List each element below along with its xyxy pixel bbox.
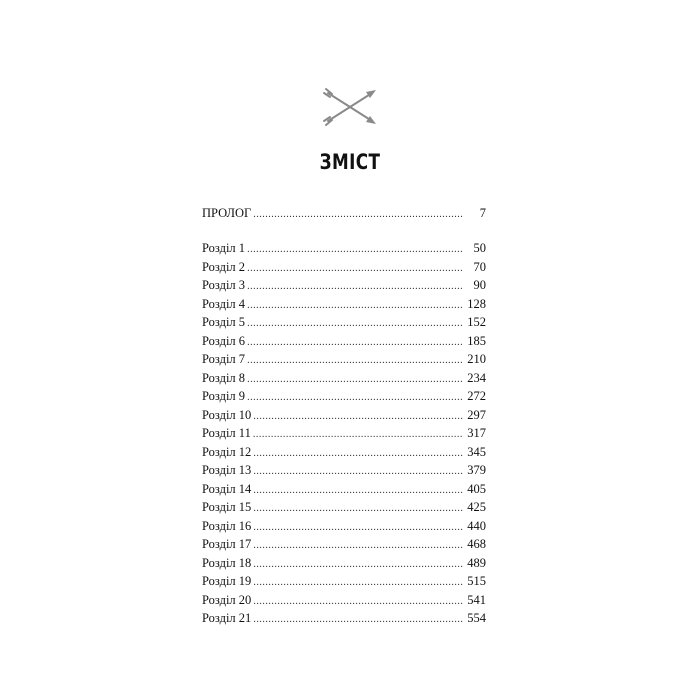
toc-entry-chapter-4[interactable] — [202, 295, 486, 313]
toc-entry-page: 272 — [467, 389, 486, 403]
toc-entry-page: 468 — [467, 537, 486, 551]
toc-entry-page: 185 — [467, 333, 486, 348]
dot-leader — [247, 315, 463, 333]
toc-entry-label: Розділ 11 — [202, 426, 251, 440]
toc-entry-page: 425 — [467, 500, 486, 514]
toc-entry-page: 440 — [467, 518, 486, 533]
toc-entry-page: 541 — [467, 592, 486, 607]
toc-entry-page: 515 — [467, 574, 486, 588]
toc-entry-chapter-13[interactable] — [202, 461, 486, 479]
dot-leader — [247, 334, 463, 352]
toc-entry-label: Розділ 9 — [202, 389, 246, 403]
toc-entry-page: 50 — [473, 241, 486, 255]
toc-entry-page: 7 — [479, 206, 486, 220]
toc-entry-chapter-8[interactable] — [202, 369, 486, 387]
toc-entry-chapter-6[interactable] — [202, 332, 486, 350]
toc-entry-chapter-11[interactable] — [202, 424, 486, 442]
toc-entry-chapter-9[interactable] — [202, 387, 486, 405]
toc-entry-label: Розділ 15 — [202, 500, 252, 514]
toc-entry-page: 90 — [473, 278, 486, 292]
toc-entry-page: 297 — [467, 407, 486, 422]
toc-entry-chapter-19[interactable] — [202, 572, 486, 590]
toc-entry-label: Розділ 10 — [202, 407, 252, 422]
toc-entry-label: Розділ 5 — [202, 315, 246, 329]
toc-entry-label: Розділ 14 — [202, 481, 252, 496]
toc-entry-page: 234 — [467, 370, 486, 385]
toc-entry-chapter-1[interactable] — [202, 239, 486, 257]
toc-entry-page: 210 — [467, 352, 486, 366]
toc-entry-chapter-7[interactable] — [202, 350, 486, 368]
toc-entry-page: 379 — [467, 463, 486, 477]
toc-entry-label: Розділ 1 — [202, 241, 246, 255]
toc-entry-chapter-3[interactable] — [202, 276, 486, 294]
toc-entry-label: Розділ 12 — [202, 444, 252, 459]
dot-leader — [253, 463, 463, 481]
dot-leader — [253, 593, 463, 611]
dot-leader — [247, 389, 463, 407]
toc-entry-chapter-16[interactable] — [202, 517, 486, 535]
toc-entry-label: Розділ 13 — [202, 463, 252, 477]
dot-leader — [253, 519, 463, 537]
toc-entry-chapter-15[interactable] — [202, 498, 486, 516]
toc-entry-page: 317 — [467, 426, 486, 440]
toc-entry-chapter-21[interactable] — [202, 609, 486, 627]
toc-entry-chapter-12[interactable] — [202, 443, 486, 461]
dot-leader — [253, 206, 463, 224]
dot-leader — [247, 241, 463, 259]
dot-leader — [253, 426, 463, 444]
toc-entry-label: Розділ 17 — [202, 537, 252, 551]
table-of-contents — [202, 0, 486, 700]
toc-entry-page: 128 — [467, 296, 486, 311]
toc-entry-page: 405 — [467, 481, 486, 496]
toc-entry-label: Розділ 7 — [202, 352, 246, 366]
toc-entry-label: Розділ 4 — [202, 296, 246, 311]
toc-entry-page: 345 — [467, 444, 486, 459]
toc-entry-label: Розділ 8 — [202, 370, 246, 385]
toc-entry-chapter-10[interactable] — [202, 406, 486, 424]
toc-entry-label: Розділ 19 — [202, 574, 252, 588]
dot-leader — [253, 445, 463, 463]
dot-leader — [253, 408, 463, 426]
toc-entry-label: Розділ 16 — [202, 518, 252, 533]
dot-leader — [247, 278, 463, 296]
toc-entry-prologue[interactable] — [202, 204, 486, 222]
dot-leader — [247, 260, 463, 278]
toc-entry-label: Розділ 2 — [202, 259, 246, 274]
toc-entry-label: Розділ 18 — [202, 555, 252, 570]
toc-entry-page: 489 — [467, 555, 486, 570]
toc-entry-label: Розділ 20 — [202, 592, 252, 607]
toc-entry-chapter-17[interactable] — [202, 535, 486, 553]
toc-entry-label: Розділ 3 — [202, 278, 246, 292]
toc-entry-chapter-18[interactable] — [202, 554, 486, 572]
toc-entry-page: 554 — [467, 611, 486, 625]
dot-leader — [253, 556, 463, 574]
toc-entry-label: Розділ 6 — [202, 333, 246, 348]
dot-leader — [253, 500, 463, 518]
dot-leader — [247, 352, 463, 370]
dot-leader — [253, 482, 463, 500]
toc-entry-label: Розділ 21 — [202, 611, 252, 625]
toc-entry-label: ПРОЛОГ — [202, 206, 252, 220]
toc-entry-chapter-5[interactable] — [202, 313, 486, 331]
dot-leader — [247, 371, 463, 389]
toc-entry-page: 70 — [473, 259, 486, 274]
toc-entry-page: 152 — [467, 315, 486, 329]
dot-leader — [253, 574, 463, 592]
dot-leader — [247, 297, 463, 315]
dot-leader — [253, 537, 463, 555]
toc-entry-chapter-20[interactable] — [202, 591, 486, 609]
toc-entry-chapter-14[interactable] — [202, 480, 486, 498]
toc-entry-chapter-2[interactable] — [202, 258, 486, 276]
dot-leader — [253, 611, 463, 629]
page-title: ЗМІСТ — [319, 150, 381, 174]
